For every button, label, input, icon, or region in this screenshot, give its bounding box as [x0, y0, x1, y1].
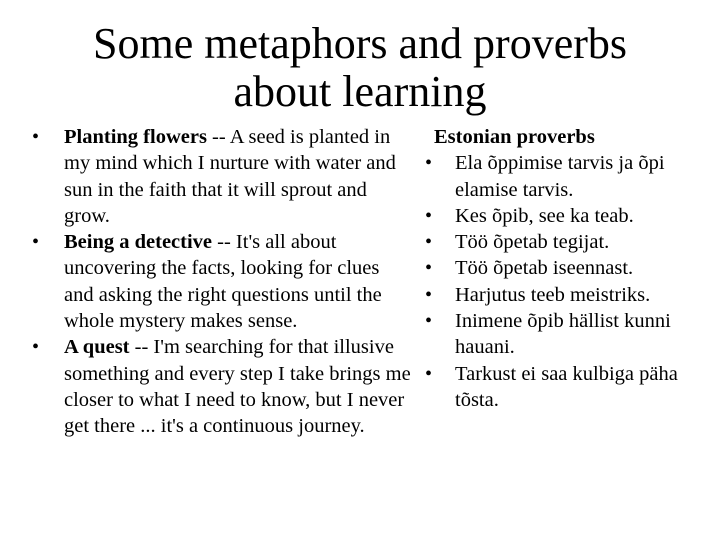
proverb-text: Kes õpib, see ka teab.	[455, 204, 634, 227]
list-item	[30, 334, 412, 439]
proverbs-list	[420, 150, 710, 413]
proverb-text: Töö õpetab iseennast.	[455, 257, 634, 280]
bullet-icon: •	[32, 231, 40, 254]
list-item	[420, 203, 710, 229]
list-item	[420, 229, 710, 255]
list-item	[420, 361, 710, 414]
proverb-text: Ela õppimise tarvis ja õpi elamise tarvis.	[455, 152, 665, 201]
bullet-icon: •	[425, 283, 433, 306]
metaphor-term: A quest	[64, 336, 130, 359]
proverb-text: Töö õpetab tegijat.	[455, 231, 610, 254]
bullet-icon: •	[425, 231, 433, 254]
metaphor-text: -- It's all about uncovering the facts, looking for clues and asking the right questions until the whole mystery makes sense.	[64, 231, 382, 333]
bullet-icon: •	[425, 362, 433, 385]
title-line-2: about learning	[233, 67, 487, 116]
metaphor-term: Being a detective	[64, 231, 213, 254]
list-item	[30, 229, 412, 334]
slide-title	[60, 20, 660, 116]
bullet-icon: •	[32, 126, 40, 148]
metaphor-text: -- A seed is planted in my mind which I nurture with water and sun in the faith that it will sprout and grow.	[64, 126, 396, 227]
proverb-text: Tarkust ei saa kulbiga päha tõsta.	[455, 362, 678, 411]
metaphors-column	[30, 124, 412, 440]
list-item	[30, 124, 412, 229]
bullet-icon: •	[32, 336, 40, 359]
bullet-icon: •	[425, 257, 433, 280]
metaphor-term: Planting flowers	[64, 126, 207, 148]
proverbs-column	[420, 124, 710, 413]
proverb-text: Harjutus teeb meistriks.	[455, 283, 651, 306]
proverbs-heading: Estonian proverbs	[434, 126, 595, 148]
proverb-text: Inimene õpib hällist kunni hauani.	[455, 310, 671, 359]
bullet-icon: •	[425, 310, 433, 333]
list-item	[420, 150, 710, 203]
bullet-icon: •	[425, 204, 433, 227]
list-item	[420, 308, 710, 361]
bullet-icon: •	[425, 152, 433, 175]
list-item	[420, 255, 710, 281]
title-line-1: Some metaphors and proverbs	[93, 19, 627, 68]
metaphors-list	[30, 124, 412, 440]
metaphor-text: -- I'm searching for that illusive something and every step I take brings me closer to what I need to know, but I never get there ... it's a continuous journey.	[64, 336, 411, 438]
list-item	[420, 282, 710, 308]
